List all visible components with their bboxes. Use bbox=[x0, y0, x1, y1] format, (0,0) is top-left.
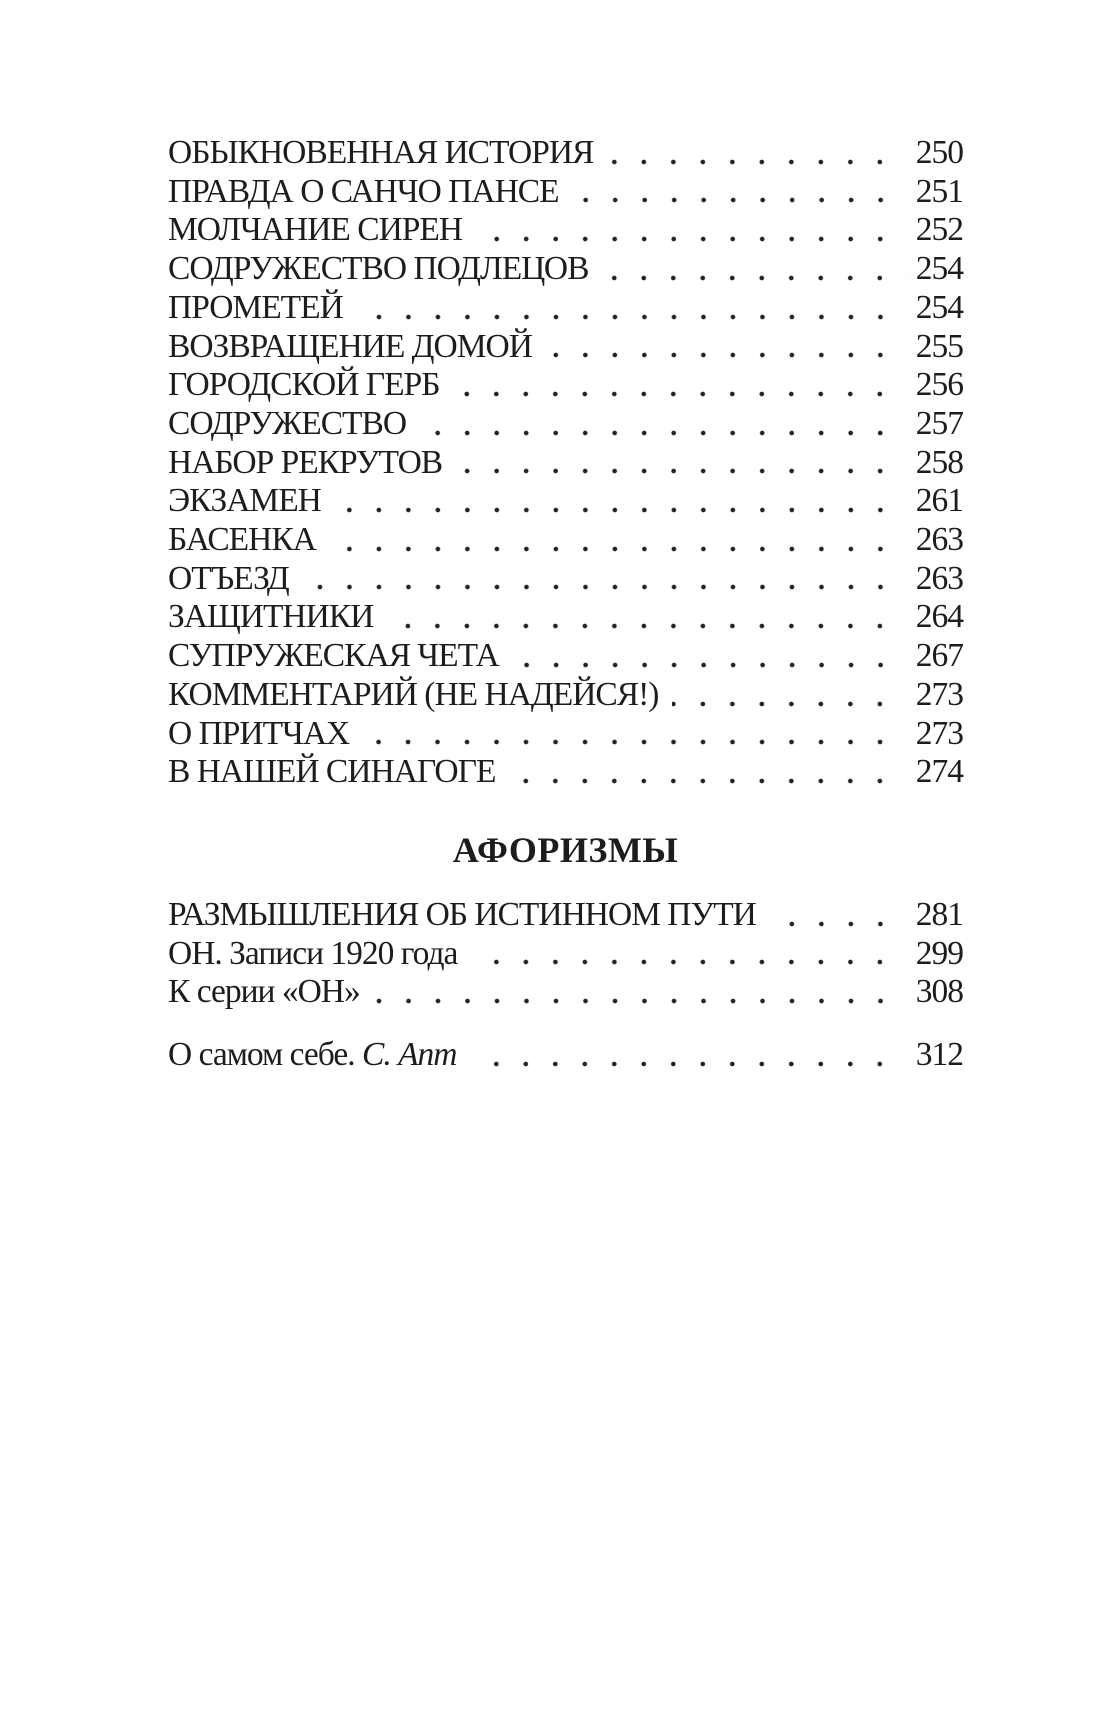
toc-entry bbox=[168, 637, 963, 676]
dot-leader bbox=[509, 753, 907, 792]
toc-entry-title: МОЛЧАНИЕ СИРЕН bbox=[168, 211, 463, 249]
toc-entry-title: ЭКЗАМЕН bbox=[168, 482, 321, 520]
toc-entry-page: 264 bbox=[915, 598, 963, 636]
dot-leader bbox=[453, 366, 907, 405]
toc-entry-title: ЗАЩИТНИКИ bbox=[168, 598, 374, 636]
toc-entry-page: 312 bbox=[915, 1036, 963, 1074]
toc-entry-title: СОДРУЖЕСТВО bbox=[168, 404, 407, 442]
toc-entry-page: 308 bbox=[915, 973, 963, 1011]
dot-leader bbox=[456, 444, 907, 483]
toc-entry-title: ВОЗВРАЩЕНИЕ ДОМОЙ bbox=[168, 327, 532, 365]
toc-entry-title: КОММЕНТАРИЙ (НЕ НАДЕЙСЯ!) bbox=[168, 675, 659, 713]
toc-entry-title: О самом себе. bbox=[168, 1036, 362, 1074]
toc-entry-page: 273 bbox=[915, 675, 963, 713]
toc-entry-page: 281 bbox=[915, 895, 963, 933]
dot-leader bbox=[770, 896, 907, 935]
toc-entry-title: ОТЪЕЗД bbox=[168, 559, 289, 597]
toc-entry-title: В НАШЕЙ СИНАГОГЕ bbox=[168, 753, 496, 791]
toc-entry-page: 255 bbox=[915, 327, 963, 365]
dot-leader bbox=[357, 289, 907, 328]
toc-entry-title-italic: С. Апт bbox=[361, 1036, 457, 1074]
toc-entry bbox=[168, 896, 963, 935]
toc-entry bbox=[168, 598, 963, 637]
toc-entry bbox=[168, 211, 963, 250]
toc-entry bbox=[168, 560, 963, 599]
toc-entry-title: СУПРУЖЕСКАЯ ЧЕТА bbox=[168, 637, 499, 675]
dot-leader bbox=[420, 405, 907, 444]
dot-leader bbox=[602, 250, 907, 289]
toc-entry bbox=[168, 676, 963, 715]
toc-entry bbox=[168, 250, 963, 289]
toc-entry-page: 273 bbox=[915, 714, 963, 752]
toc-entry bbox=[168, 521, 963, 560]
toc-entry-page: 274 bbox=[915, 753, 963, 791]
dot-leader bbox=[672, 676, 907, 715]
dot-leader bbox=[470, 1036, 907, 1075]
dot-leader bbox=[471, 935, 907, 974]
toc-entry-title: К серии «ОН» bbox=[168, 973, 360, 1011]
dot-leader bbox=[476, 211, 907, 250]
dot-leader bbox=[387, 598, 907, 637]
toc-entry-title: ОБЫКНОВЕННАЯ ИСТОРИЯ bbox=[168, 134, 594, 171]
toc-entry bbox=[168, 482, 963, 521]
toc-entry-title: РАЗМЫШЛЕНИЯ ОБ ИСТИННОМ ПУТИ bbox=[168, 895, 756, 933]
toc-entry bbox=[168, 935, 963, 974]
toc-entry-page: 261 bbox=[915, 482, 963, 520]
toc-entry bbox=[168, 173, 963, 212]
toc-entry-page: 258 bbox=[915, 443, 963, 481]
toc-entry-title: ПРАВДА О САНЧО ПАНСЕ bbox=[168, 172, 559, 210]
toc-entry-page: 250 bbox=[915, 134, 963, 171]
toc-entry bbox=[168, 973, 963, 1012]
toc-group-aphorisms bbox=[168, 896, 963, 1012]
dot-leader bbox=[607, 134, 907, 173]
toc-entry bbox=[168, 134, 963, 173]
toc-group-closing bbox=[168, 1036, 963, 1075]
section-header-aphorisms: АФОРИЗМЫ bbox=[452, 829, 679, 870]
dot-leader bbox=[513, 637, 907, 676]
toc-entry-page: 267 bbox=[915, 637, 963, 675]
dot-leader bbox=[335, 482, 907, 521]
toc-entry-title: ОН. Записи 1920 года bbox=[168, 934, 458, 972]
toc-group-stories bbox=[168, 134, 963, 792]
dot-leader bbox=[374, 973, 907, 1012]
toc-entry bbox=[168, 1036, 963, 1075]
toc-entry bbox=[168, 366, 963, 405]
toc-entry-page: 257 bbox=[915, 404, 963, 442]
toc-entry-title: БАСЕНКА bbox=[168, 521, 316, 559]
toc-entry-title: НАБОР РЕКРУТОВ bbox=[168, 443, 443, 481]
toc-entry bbox=[168, 405, 963, 444]
dot-leader bbox=[363, 715, 907, 754]
toc-entry-title: ПРОМЕТЕЙ bbox=[168, 288, 343, 326]
toc-entry-page: 254 bbox=[915, 250, 963, 288]
toc-entry-page: 299 bbox=[915, 934, 963, 972]
toc-entry-page: 252 bbox=[915, 211, 963, 249]
toc-entry bbox=[168, 444, 963, 483]
toc-entry-page: 254 bbox=[915, 288, 963, 326]
dot-leader bbox=[303, 560, 907, 599]
toc-entry-page: 263 bbox=[915, 521, 963, 559]
toc-entry-title: О ПРИТЧАХ bbox=[168, 714, 350, 752]
dot-leader bbox=[546, 328, 907, 367]
toc-entry-page: 256 bbox=[915, 366, 963, 404]
toc-entry bbox=[168, 715, 963, 754]
toc-entry-title: СОДРУЖЕСТВО ПОДЛЕЦОВ bbox=[168, 250, 589, 288]
toc-entry-page: 263 bbox=[915, 559, 963, 597]
toc-entry bbox=[168, 753, 963, 792]
table-of-contents bbox=[168, 134, 963, 1075]
toc-entry-title: ГОРОДСКОЙ ГЕРБ bbox=[168, 366, 440, 404]
toc-entry-page: 251 bbox=[915, 172, 963, 210]
dot-leader bbox=[573, 173, 907, 212]
toc-entry bbox=[168, 289, 963, 328]
toc-entry bbox=[168, 328, 963, 367]
dot-leader bbox=[330, 521, 907, 560]
